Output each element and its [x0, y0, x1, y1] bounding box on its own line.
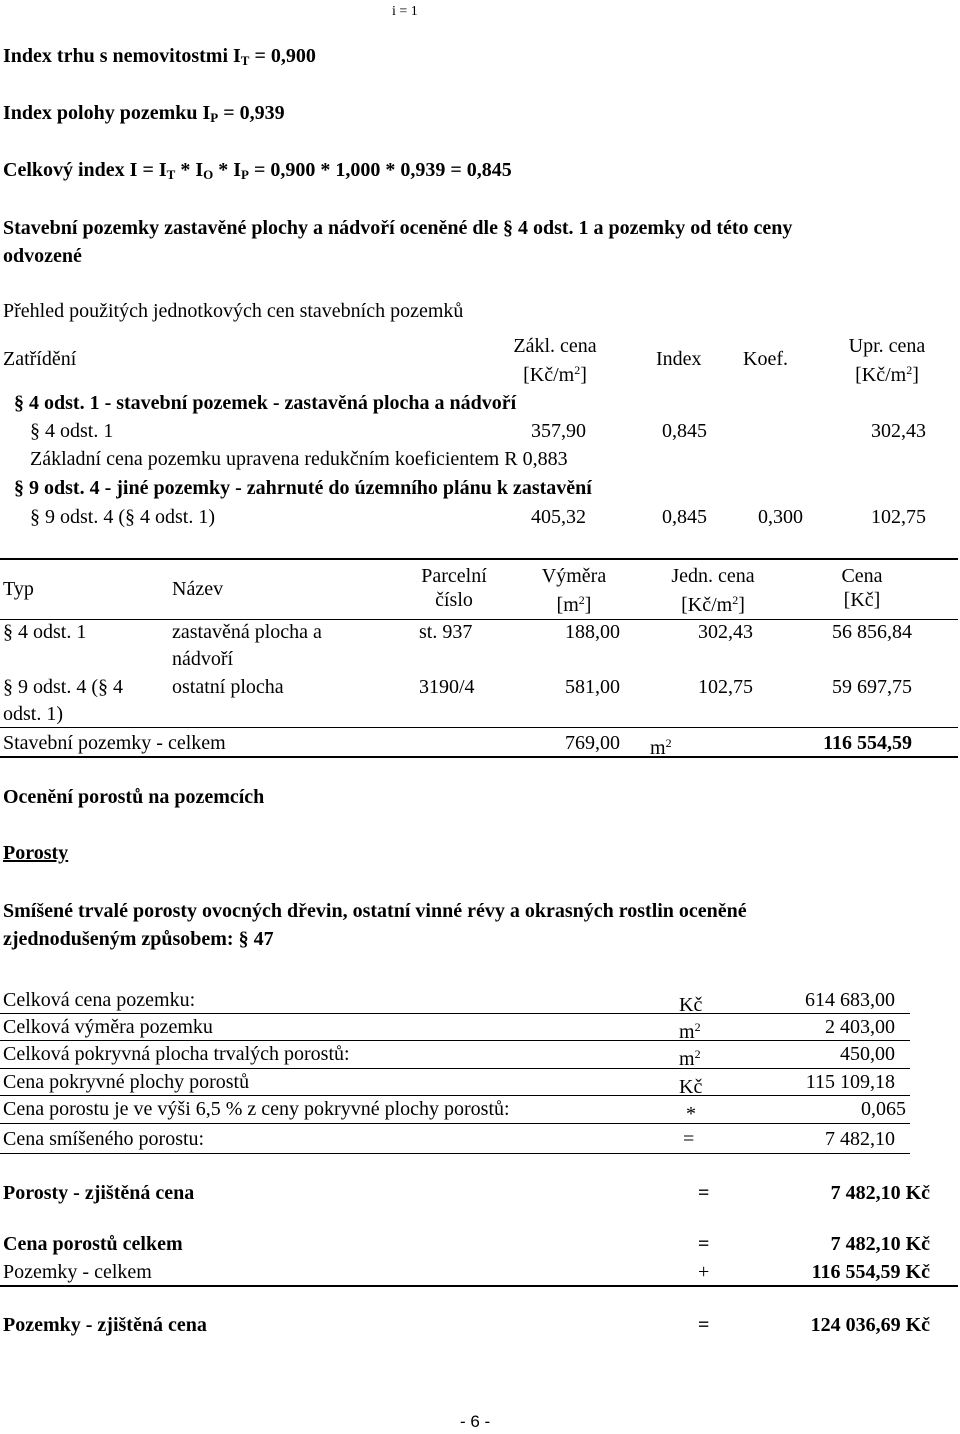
growth-price-op: =	[698, 1182, 710, 1204]
price-header-base-unit: [Kč/m	[523, 364, 575, 386]
calc-label: Cena porostu je ve výši 6,5 % z ceny pokryvné plochy porostů:	[3, 1098, 510, 1120]
land-total-area: 769,00	[565, 732, 620, 754]
calc-rule	[0, 1068, 910, 1069]
price-row2-adj: 102,75	[871, 506, 926, 528]
land-sum-label: Pozemky - celkem	[3, 1261, 152, 1283]
price-header-coef: Koef.	[743, 348, 788, 370]
mixed-total-rule	[0, 1153, 910, 1154]
total-index-line	[3, 158, 512, 187]
growth-total-label: Cena porostů celkem	[3, 1233, 183, 1255]
land-table-top-rule	[0, 558, 958, 560]
section-title-line2: odvozené	[3, 245, 82, 267]
land-total-label: Stavební pozemky - celkem	[3, 732, 226, 754]
land-row1-name-l2: nádvoří	[172, 648, 234, 670]
calc-value: 115 109,18	[805, 1071, 895, 1093]
position-index-label: Index polohy pozemku I	[3, 102, 211, 124]
price-row2-coef: 0,300	[758, 506, 803, 528]
calc-unit-sup: 2	[694, 1020, 701, 1034]
land-header-unit-l2	[640, 588, 786, 617]
calc-unit-sup: 2	[694, 1047, 701, 1061]
calc-label: Celková výměra pozemku	[3, 1016, 213, 1038]
land-header-area	[520, 564, 628, 617]
growth-total-op: =	[698, 1233, 710, 1255]
price-header-index: Index	[656, 348, 702, 370]
land-row2-name: ostatní plocha	[172, 676, 284, 698]
land-sum-op: +	[698, 1261, 710, 1283]
land-header-area-unit: [m	[556, 594, 579, 616]
final-price-label: Pozemky - zjištěná cena	[3, 1314, 207, 1336]
calc-value: 2 403,00	[825, 1016, 895, 1038]
price-row2-base: 405,32	[531, 506, 586, 528]
calc-rule	[0, 1013, 910, 1014]
price-header-adj-unit: [Kč/m	[855, 364, 907, 386]
land-header-price	[810, 564, 914, 612]
land-sum-value: 116 554,59 Kč	[811, 1261, 930, 1283]
calc-unit-text: m	[679, 1048, 695, 1070]
land-header-unit-unit: [Kč/m	[681, 594, 733, 616]
calc-rule	[0, 1123, 910, 1124]
land-header-price-l2: [Kč]	[843, 589, 881, 611]
price-header-base-sup: 2	[574, 363, 581, 377]
mixed-title-l2: zjednodušeným způsobem: § 47	[3, 928, 274, 950]
land-row1-parcel: st. 937	[419, 621, 473, 643]
price-header-base-l2	[490, 358, 620, 387]
land-header-type: Typ	[3, 578, 34, 600]
land-row2-type-l1: § 9 odst. 4 (§ 4	[3, 676, 123, 698]
position-index-sub: P	[210, 110, 219, 125]
growth-subheading: Porosty	[3, 842, 69, 864]
land-header-area-sup: 2	[578, 593, 585, 607]
growth-price-value: 7 482,10 Kč	[830, 1182, 930, 1204]
land-header-unit-sup: 2	[732, 593, 739, 607]
overview-heading: Přehled použitých jednotkových cen stavebních pozemků	[3, 300, 464, 322]
price-header-adj-l1: Upr. cena	[848, 335, 926, 357]
growth-heading: Ocenění porostů na pozemcích	[3, 786, 265, 808]
calc-label: Cena pokryvné plochy porostů	[3, 1071, 250, 1093]
total-index-part: * I	[175, 159, 204, 181]
land-total-unit-sup: 2	[665, 736, 672, 750]
price-header-class: Zatřídění	[3, 348, 77, 370]
land-table-total-rule	[0, 727, 958, 728]
market-index-sub: T	[240, 53, 250, 68]
land-header-parcel-l2: číslo	[435, 589, 473, 611]
land-header-parcel	[400, 564, 508, 612]
price-group1: § 4 odst. 1 - stavební pozemek - zastavěná plocha a nádvoří	[14, 392, 517, 414]
growth-price-label: Porosty - zjištěná cena	[3, 1182, 195, 1204]
calc-value: 450,00	[840, 1043, 895, 1065]
price-row1-base: 357,90	[531, 420, 586, 442]
calc-label: Celková cena pozemku:	[3, 989, 196, 1011]
price-group2: § 9 odst. 4 - jiné pozemky - zahrnuté do územního plánu k zastavění	[14, 477, 592, 499]
section-title-line1: Stavební pozemky zastavěné plochy a nádvoří oceněné dle § 4 odst. 1 a pozemky od této ceny	[3, 217, 793, 239]
total-index-sub: T	[166, 167, 176, 182]
position-index-line	[3, 101, 285, 130]
summary-rule	[0, 1285, 958, 1287]
land-row2-unit: 102,75	[698, 676, 753, 698]
page-number: - 6 -	[460, 1412, 491, 1431]
total-index-sub: P	[241, 167, 249, 182]
growth-total-value: 7 482,10 Kč	[830, 1233, 930, 1255]
price-header-adj-end: ]	[912, 364, 919, 386]
price-header-base	[490, 334, 620, 387]
land-total-unit-text: m	[650, 737, 666, 759]
calc-value: 614 683,00	[805, 989, 895, 1011]
position-index-value: = 0,939	[218, 102, 285, 124]
market-index-line	[3, 44, 316, 73]
mixed-total-label: Cena smíšeného porostu:	[3, 1128, 205, 1150]
final-price-value: 124 036,69 Kč	[810, 1314, 930, 1336]
price-note: Základní cena pozemku upravena redukčním koeficientem R 0,883	[30, 448, 568, 470]
price-header-adj-sup: 2	[906, 363, 913, 377]
land-header-name: Název	[172, 578, 224, 600]
land-row1-price: 56 856,84	[832, 621, 912, 643]
calc-value: 0,065	[861, 1098, 906, 1120]
land-total-price: 116 554,59	[823, 732, 912, 754]
total-index-part: Celkový index I = I	[3, 159, 167, 181]
land-header-price-l1: Cena	[841, 565, 883, 587]
calc-unit-text: m	[679, 1021, 695, 1043]
land-header-unit	[640, 564, 786, 617]
calc-rule	[0, 1095, 910, 1096]
price-row1-label: § 4 odst. 1	[30, 420, 114, 442]
price-row2-index: 0,845	[662, 506, 707, 528]
price-row1-adj: 302,43	[871, 420, 926, 442]
price-header-adj-l2	[822, 358, 952, 387]
land-header-area-l2	[520, 588, 628, 617]
calc-rule	[0, 1040, 910, 1041]
land-row1-area: 188,00	[565, 621, 620, 643]
land-row1-type: § 4 odst. 1	[3, 621, 87, 643]
land-header-unit-l1: Jedn. cena	[671, 565, 755, 587]
price-header-adj	[822, 334, 952, 387]
land-header-area-l1: Výměra	[541, 565, 607, 587]
calc-unit-text: Kč	[679, 1076, 703, 1098]
calc-label: Celková pokryvná plocha trvalých porostů:	[3, 1043, 350, 1065]
market-index-label: Index trhu s nemovitostmi I	[3, 45, 241, 67]
total-index-part: * I	[213, 159, 242, 181]
land-header-parcel-l1: Parcelní	[421, 565, 487, 587]
top-note: i = 1	[392, 4, 418, 19]
price-header-base-end: ]	[580, 364, 587, 386]
calc-unit	[679, 1042, 701, 1071]
price-row2-label: § 9 odst. 4 (§ 4 odst. 1)	[30, 506, 215, 528]
land-row2-price: 59 697,75	[832, 676, 912, 698]
calc-unit-text: Kč	[679, 994, 703, 1016]
final-price-op: =	[698, 1314, 710, 1336]
land-row1-name-l1: zastavěná plocha a	[172, 621, 322, 643]
land-header-area-end: ]	[584, 594, 592, 616]
market-index-value: = 0,900	[249, 45, 316, 67]
total-index-result: 0,845	[466, 159, 512, 181]
land-row2-area: 581,00	[565, 676, 620, 698]
total-index-sub: O	[203, 167, 214, 182]
land-row2-parcel: 3190/4	[419, 676, 475, 698]
mixed-total-value: 7 482,10	[825, 1128, 895, 1150]
total-index-part: = 0,900 * 1,000 * 0,939 =	[249, 159, 467, 181]
mixed-title-l1: Smíšené trvalé porosty ovocných dřevin, ostatní vinné révy a okrasných rostlin oceněné	[3, 900, 747, 922]
calc-unit-text: *	[686, 1103, 696, 1125]
mixed-total-op: =	[683, 1128, 695, 1150]
land-table-bottom-rule	[0, 756, 958, 758]
calc-unit	[686, 1097, 696, 1126]
land-row1-unit: 302,43	[698, 621, 753, 643]
price-header-base-l1: Zákl. cena	[513, 335, 597, 357]
land-row2-type-l2: odst. 1)	[3, 703, 63, 725]
price-row1-index: 0,845	[662, 420, 707, 442]
land-header-unit-end: ]	[738, 594, 745, 616]
